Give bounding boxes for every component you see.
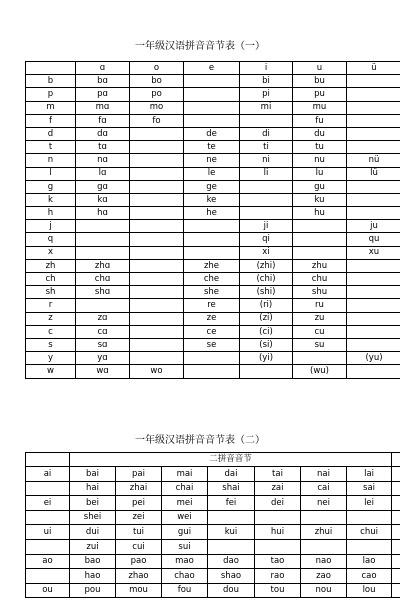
- table-row: [26, 233, 400, 246]
- syllable-cell: [347, 207, 400, 220]
- syllable-cell: [392, 510, 400, 525]
- syllable-cell: fu: [293, 114, 347, 127]
- syllable-cell: [130, 312, 184, 325]
- syllable-cell: gui: [162, 525, 208, 540]
- syllable-cell: cui: [116, 539, 162, 554]
- syllable-cell: (shi): [240, 286, 293, 299]
- syllable-cell: qu: [347, 233, 400, 246]
- syllable-cell: li: [240, 167, 293, 180]
- syllable-cell: hui: [255, 525, 301, 540]
- initial-cell: c: [26, 325, 76, 338]
- table-row: [26, 127, 400, 140]
- syllable-cell: (zhi): [240, 259, 293, 272]
- table-row: [26, 496, 400, 511]
- syllable-cell: [392, 554, 400, 569]
- syllable-cell: dei: [255, 496, 301, 511]
- syllable-cell: zei: [116, 510, 162, 525]
- initial-cell: d: [26, 127, 76, 140]
- syllable-cell: [184, 75, 240, 88]
- table-2-blank-cell: [392, 453, 400, 467]
- table-row: [26, 259, 400, 272]
- syllable-cell: tai: [255, 467, 301, 482]
- syllable-cell: nou: [301, 583, 347, 598]
- syllable-cell: [392, 496, 400, 511]
- syllable-cell: (chi): [240, 273, 293, 286]
- syllable-cell: ge: [184, 180, 240, 193]
- syllable-cell: [347, 88, 400, 101]
- table-row: [26, 325, 400, 338]
- syllable-cell: [347, 75, 400, 88]
- syllable-cell: fɑ: [76, 114, 130, 127]
- syllable-cell: lao: [347, 554, 392, 569]
- initial-cell: m: [26, 101, 76, 114]
- header-cell: [26, 62, 76, 75]
- syllable-cell: di: [240, 127, 293, 140]
- header-cell: o: [130, 62, 184, 75]
- syllable-cell: xu: [347, 246, 400, 259]
- initial-cell: n: [26, 154, 76, 167]
- syllable-cell: bɑ: [76, 75, 130, 88]
- table-row: [26, 467, 400, 482]
- syllable-cell: mou: [116, 583, 162, 598]
- table-row: [26, 312, 400, 325]
- syllable-cell: ke: [184, 193, 240, 206]
- table-row: [26, 167, 400, 180]
- initial-cell: t: [26, 141, 76, 154]
- syllable-cell: chui: [347, 525, 392, 540]
- initial-cell: b: [26, 75, 76, 88]
- syllable-cell: dai: [208, 467, 255, 482]
- syllable-cell: cɑ: [76, 325, 130, 338]
- syllable-cell: bu: [293, 75, 347, 88]
- syllable-cell: qi: [240, 233, 293, 246]
- syllable-cell: le: [184, 167, 240, 180]
- syllable-cell: fou: [162, 583, 208, 598]
- syllable-cell: nü: [347, 154, 400, 167]
- initial-cell: l: [26, 167, 76, 180]
- syllable-cell: shu: [293, 286, 347, 299]
- table-2-blank-cell: [26, 453, 70, 467]
- final-cell: ai: [26, 467, 70, 482]
- final-cell: [26, 569, 70, 584]
- syllable-cell: po: [130, 88, 184, 101]
- syllable-cell: pu: [293, 88, 347, 101]
- syllable-cell: mu: [293, 101, 347, 114]
- syllable-cell: xi: [240, 246, 293, 259]
- syllable-cell: lu: [293, 167, 347, 180]
- syllable-cell: wɑ: [76, 365, 130, 378]
- syllable-cell: [240, 180, 293, 193]
- syllable-cell: [184, 365, 240, 378]
- syllable-cell: pei: [116, 496, 162, 511]
- initial-cell: z: [26, 312, 76, 325]
- syllable-cell: [130, 338, 184, 351]
- syllable-cell: zai: [255, 481, 301, 496]
- syllable-cell: (yu): [347, 352, 400, 365]
- table-row: [26, 286, 400, 299]
- initial-cell: j: [26, 220, 76, 233]
- syllable-cell: re: [184, 299, 240, 312]
- syllable-cell: ni: [240, 154, 293, 167]
- syllable-cell: ne: [184, 154, 240, 167]
- table-row: [26, 273, 400, 286]
- initial-cell: s: [26, 338, 76, 351]
- syllable-cell: [184, 114, 240, 127]
- syllable-cell: tao: [255, 554, 301, 569]
- syllable-cell: [347, 365, 400, 378]
- initial-cell: g: [26, 180, 76, 193]
- syllable-cell: [293, 220, 347, 233]
- syllable-cell: chu: [293, 273, 347, 286]
- syllable-cell: [130, 220, 184, 233]
- syllable-cell: wo: [130, 365, 184, 378]
- syllable-cell: shao: [208, 569, 255, 584]
- syllable-cell: [130, 286, 184, 299]
- table-row: [26, 539, 400, 554]
- syllable-cell: ce: [184, 325, 240, 338]
- syllable-cell: [184, 88, 240, 101]
- syllable-cell: hai: [70, 481, 116, 496]
- syllable-cell: nɑ: [76, 154, 130, 167]
- syllable-cell: [347, 114, 400, 127]
- syllable-cell: zhu: [293, 259, 347, 272]
- syllable-cell: [301, 510, 347, 525]
- syllable-cell: mei: [162, 496, 208, 511]
- syllable-cell: chɑ: [76, 273, 130, 286]
- syllable-cell: [208, 510, 255, 525]
- table-row: [26, 554, 400, 569]
- table-1-header-row: [26, 62, 400, 75]
- syllable-cell: sui: [162, 539, 208, 554]
- table-row: [26, 481, 400, 496]
- syllable-cell: cao: [347, 569, 392, 584]
- syllable-cell: bo: [130, 75, 184, 88]
- syllable-cell: [392, 525, 400, 540]
- syllable-cell: [347, 312, 400, 325]
- syllable-cell: [347, 273, 400, 286]
- syllable-cell: hɑ: [76, 207, 130, 220]
- syllable-cell: [184, 220, 240, 233]
- syllable-cell: bao: [70, 554, 116, 569]
- table-row: [26, 365, 400, 378]
- syllable-cell: pou: [70, 583, 116, 598]
- syllable-cell: [347, 259, 400, 272]
- header-cell: ɑ: [76, 62, 130, 75]
- syllable-cell: [347, 127, 400, 140]
- syllable-cell: mi: [240, 101, 293, 114]
- table-row: [26, 525, 400, 540]
- header-cell: e: [184, 62, 240, 75]
- syllable-cell: gu: [293, 180, 347, 193]
- syllable-cell: sai: [347, 481, 392, 496]
- syllable-cell: [392, 569, 400, 584]
- syllable-cell: zhai: [116, 481, 162, 496]
- table-row: [26, 338, 400, 351]
- syllable-cell: [184, 101, 240, 114]
- syllable-cell: zhao: [116, 569, 162, 584]
- syllable-cell: pai: [116, 467, 162, 482]
- syllable-cell: che: [184, 273, 240, 286]
- initial-cell: f: [26, 114, 76, 127]
- syllable-cell: [130, 180, 184, 193]
- syllable-cell: shai: [208, 481, 255, 496]
- syllable-cell: te: [184, 141, 240, 154]
- syllable-cell: [255, 510, 301, 525]
- table-row: [26, 141, 400, 154]
- syllable-cell: tu: [293, 141, 347, 154]
- syllable-cell: [347, 539, 392, 554]
- syllable-cell: [130, 273, 184, 286]
- syllable-cell: pao: [116, 554, 162, 569]
- syllable-cell: mɑ: [76, 101, 130, 114]
- syllable-cell: dao: [208, 554, 255, 569]
- syllable-cell: se: [184, 338, 240, 351]
- syllable-cell: hu: [293, 207, 347, 220]
- syllable-cell: [130, 299, 184, 312]
- header-cell: i: [240, 62, 293, 75]
- syllable-cell: [240, 207, 293, 220]
- syllable-cell: wei: [162, 510, 208, 525]
- syllable-cell: nao: [301, 554, 347, 569]
- table-row: [26, 352, 400, 365]
- final-cell: ou: [26, 583, 70, 598]
- syllable-cell: sɑ: [76, 338, 130, 351]
- syllable-cell: fo: [130, 114, 184, 127]
- syllable-cell: [347, 510, 392, 525]
- final-cell: ao: [26, 554, 70, 569]
- syllable-cell: chai: [162, 481, 208, 496]
- initial-cell: ch: [26, 273, 76, 286]
- syllable-cell: ju: [347, 220, 400, 233]
- syllable-cell: ti: [240, 141, 293, 154]
- syllable-cell: [184, 233, 240, 246]
- syllable-cell: lei: [347, 496, 392, 511]
- syllable-cell: [240, 365, 293, 378]
- syllable-cell: [255, 539, 301, 554]
- table-row: [26, 583, 400, 598]
- syllable-cell: [184, 246, 240, 259]
- syllable-cell: rao: [255, 569, 301, 584]
- syllable-cell: [130, 127, 184, 140]
- syllable-cell: [293, 233, 347, 246]
- syllable-cell: [130, 207, 184, 220]
- syllable-cell: gɑ: [76, 180, 130, 193]
- syllable-cell: ze: [184, 312, 240, 325]
- syllable-cell: hao: [70, 569, 116, 584]
- syllable-cell: ji: [240, 220, 293, 233]
- syllable-cell: ku: [293, 193, 347, 206]
- initial-cell: h: [26, 207, 76, 220]
- syllable-cell: tɑ: [76, 141, 130, 154]
- syllable-cell: [130, 259, 184, 272]
- syllable-cell: du: [293, 127, 347, 140]
- syllable-cell: lü: [347, 167, 400, 180]
- syllable-cell: bi: [240, 75, 293, 88]
- table-row: [26, 75, 400, 88]
- syllable-cell: zhe: [184, 259, 240, 272]
- table-row: [26, 88, 400, 101]
- initial-cell: w: [26, 365, 76, 378]
- syllable-cell: [76, 220, 130, 233]
- syllable-cell: zu: [293, 312, 347, 325]
- syllable-cell: chao: [162, 569, 208, 584]
- initial-cell: k: [26, 193, 76, 206]
- syllable-cell: shɑ: [76, 286, 130, 299]
- syllable-cell: [184, 352, 240, 365]
- syllable-cell: [392, 467, 400, 482]
- table-row: [26, 246, 400, 259]
- table-row: [26, 154, 400, 167]
- initial-cell: x: [26, 246, 76, 259]
- syllable-cell: zhɑ: [76, 259, 130, 272]
- syllable-cell: (ri): [240, 299, 293, 312]
- syllable-cell: [130, 193, 184, 206]
- syllable-cell: [76, 246, 130, 259]
- table-row: [26, 193, 400, 206]
- syllable-cell: she: [184, 286, 240, 299]
- syllable-cell: [347, 325, 400, 338]
- initial-cell: y: [26, 352, 76, 365]
- syllable-cell: [301, 539, 347, 554]
- syllable-cell: cu: [293, 325, 347, 338]
- header-cell: ü: [347, 62, 400, 75]
- syllable-cell: (wu): [293, 365, 347, 378]
- table-2-caption: 二拼音音节: [70, 453, 392, 467]
- syllable-cell: lɑ: [76, 167, 130, 180]
- initial-cell: zh: [26, 259, 76, 272]
- syllable-cell: mao: [162, 554, 208, 569]
- syllable-cell: yɑ: [76, 352, 130, 365]
- syllable-cell: [130, 141, 184, 154]
- syllable-cell: nai: [301, 467, 347, 482]
- syllable-cell: [347, 180, 400, 193]
- syllable-cell: pi: [240, 88, 293, 101]
- syllable-cell: lou: [347, 583, 392, 598]
- syllable-cell: [208, 539, 255, 554]
- table-row: [26, 299, 400, 312]
- table-row: [26, 510, 400, 525]
- syllable-cell: nei: [301, 496, 347, 511]
- syllable-cell: (zi): [240, 312, 293, 325]
- syllable-cell: pɑ: [76, 88, 130, 101]
- syllable-cell: [392, 539, 400, 554]
- syllable-cell: [392, 583, 400, 598]
- syllable-cell: fei: [208, 496, 255, 511]
- syllable-cell: kui: [208, 525, 255, 540]
- initial-cell: r: [26, 299, 76, 312]
- syllable-cell: [130, 352, 184, 365]
- table-row: [26, 220, 400, 233]
- final-cell: ui: [26, 525, 70, 540]
- syllable-table-2: [25, 452, 400, 598]
- syllable-cell: he: [184, 207, 240, 220]
- syllable-cell: su: [293, 338, 347, 351]
- syllable-cell: [347, 299, 400, 312]
- final-cell: [26, 481, 70, 496]
- syllable-cell: zao: [301, 569, 347, 584]
- syllable-cell: [347, 101, 400, 114]
- syllable-cell: nu: [293, 154, 347, 167]
- syllable-cell: ru: [293, 299, 347, 312]
- syllable-cell: dou: [208, 583, 255, 598]
- header-cell: u: [293, 62, 347, 75]
- final-cell: ei: [26, 496, 70, 511]
- syllable-cell: [293, 352, 347, 365]
- syllable-cell: cai: [301, 481, 347, 496]
- syllable-cell: [347, 338, 400, 351]
- syllable-cell: [347, 141, 400, 154]
- table-row: [26, 207, 400, 220]
- syllable-cell: dɑ: [76, 127, 130, 140]
- table-row: [26, 101, 400, 114]
- syllable-cell: zhui: [301, 525, 347, 540]
- table-row: [26, 114, 400, 127]
- syllable-cell: bei: [70, 496, 116, 511]
- syllable-cell: [130, 325, 184, 338]
- table-row: [26, 180, 400, 193]
- syllable-cell: bai: [70, 467, 116, 482]
- syllable-cell: [130, 154, 184, 167]
- syllable-cell: [130, 233, 184, 246]
- syllable-cell: tou: [255, 583, 301, 598]
- syllable-cell: de: [184, 127, 240, 140]
- syllable-cell: zɑ: [76, 312, 130, 325]
- table-row: [26, 569, 400, 584]
- syllable-cell: [392, 481, 400, 496]
- initial-cell: sh: [26, 286, 76, 299]
- syllable-cell: mo: [130, 101, 184, 114]
- syllable-table-1: [25, 61, 400, 379]
- syllable-cell: zui: [70, 539, 116, 554]
- syllable-cell: (ci): [240, 325, 293, 338]
- syllable-cell: [347, 193, 400, 206]
- initial-cell: p: [26, 88, 76, 101]
- table-2-title: 一年级汉语拼音音节表（二）: [135, 435, 265, 446]
- syllable-cell: tui: [116, 525, 162, 540]
- syllable-cell: lai: [347, 467, 392, 482]
- syllable-cell: [293, 246, 347, 259]
- syllable-cell: [76, 233, 130, 246]
- initial-cell: q: [26, 233, 76, 246]
- syllable-cell: (si): [240, 338, 293, 351]
- syllable-cell: dui: [70, 525, 116, 540]
- syllable-cell: [240, 193, 293, 206]
- syllable-cell: mai: [162, 467, 208, 482]
- syllable-cell: (yi): [240, 352, 293, 365]
- syllable-cell: shei: [70, 510, 116, 525]
- syllable-cell: [76, 299, 130, 312]
- final-cell: [26, 510, 70, 525]
- syllable-cell: [240, 114, 293, 127]
- syllable-cell: [130, 246, 184, 259]
- table-1-title: 一年级汉语拼音音节表（一）: [135, 41, 265, 52]
- syllable-cell: [347, 286, 400, 299]
- syllable-cell: [130, 167, 184, 180]
- final-cell: [26, 539, 70, 554]
- syllable-cell: kɑ: [76, 193, 130, 206]
